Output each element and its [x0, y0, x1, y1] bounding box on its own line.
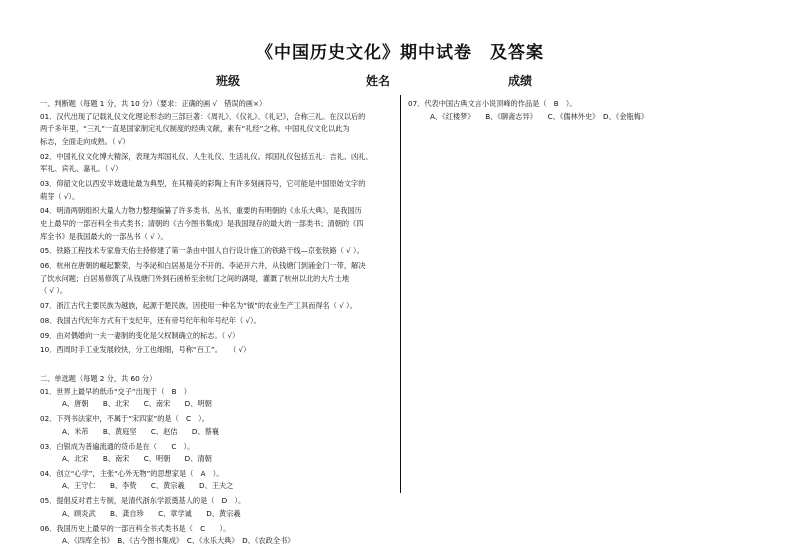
question-text: 07．代表中国古典文言小说顶峰的作品是（ B ）。 [408, 99, 577, 108]
tf-question [40, 330, 394, 343]
section2-heading: 二、单选题（每题 2 分，共 60 分） [40, 374, 157, 384]
question-text-line: 03．仰韶文化以西安半坡遗址最为典型，在其精美的彩陶上有许多刻画符号，它可能是中国原始文字的 [40, 178, 366, 188]
true-false-list [40, 111, 394, 357]
tf-question [40, 344, 394, 357]
question-text-line: 萌芽（ √）。 [40, 191, 80, 201]
mc-question [40, 468, 394, 493]
tf-question [40, 300, 394, 313]
question-text-line: 09．由对偶婚向一夫一妻制的变化是父权制确立的标志。（ √） [40, 330, 240, 340]
question-text-line: 06．杭州在唐朝的崛起繁荣，与李泌和白居易是分不开的。李泌开六井，从钱塘门到涌金门一带，解决 [40, 261, 366, 271]
section1-heading: 一、判断题（每题 1 分，共 10 分）（要求：正确的画 √ 错误的画×） [40, 99, 267, 108]
name-label: 姓名 [366, 74, 391, 88]
mc-question [40, 441, 394, 466]
question-text-line: 标志，全面走向成熟。（ √） [40, 136, 130, 146]
mc-question [408, 98, 768, 123]
tf-question [40, 205, 394, 243]
single-choice-list [40, 386, 394, 548]
question-text-line: 07．浙江古代主要民族为越族，起源于楚民族，因使用一种名为“钺”的农业生产工具而得名（ √ ）。 [40, 301, 357, 311]
question-text-line: 了饮水问题；白居易修筑了从钱塘门外到石函桥至余杭门之间的湖堤，灌溉了杭州以北的大片土地 [40, 273, 350, 283]
tf-question [40, 260, 394, 298]
question-text-line: 02．中国礼仪文化博大精深，表现为邦国礼仪、人生礼仪、生活礼仪。邦国礼仪包括五礼：吉礼、凶礼、 [40, 151, 373, 161]
tf-question [40, 245, 394, 258]
mc-question [40, 495, 394, 520]
answer-options: A、唐朝 B、北宋 C、南宋 D、明朝 [62, 399, 212, 409]
single-choice-list-continued [408, 98, 768, 123]
right-column [408, 98, 768, 125]
mc-question [40, 523, 394, 548]
answer-options: A、《四库全书》 B、《古今图书集成》 C、《永乐大典》 D、《农政全书》 [62, 536, 295, 546]
question-text-line: 军礼、宾礼、嘉礼。（ √） [40, 164, 123, 174]
mc-question [40, 413, 394, 438]
question-text: 04．创立“心学”，主张“心外无物”的思想家是（ A ）。 [40, 468, 224, 478]
column-divider [400, 95, 401, 493]
question-text: 03．白银成为普遍流通的货币是在（ C ）。 [40, 441, 195, 451]
tf-question [40, 315, 394, 328]
question-text-line: 05．铁路工程技术专家詹天佑主持修建了第一条由中国人自行设计施工的铁路干线—京张铁路（ √ ）。 [40, 246, 364, 256]
question-text-line: 史上最早的一部百科全书式类书；清朝的《古今图书集成》是我国现存的最大的一部类书；清朝的《四 [40, 218, 364, 228]
question-text-line: 08．我国古代纪年方式有干支纪年，还有帝号纪年和年号纪年（ √）。 [40, 315, 261, 325]
question-text: 01．世界上最早的纸币“交子”出现于（ B ） [40, 386, 191, 396]
mc-question [40, 386, 394, 411]
tf-question [40, 111, 394, 149]
question-text-line: 库全书》是我国最大的一部丛书（ √ ）。 [40, 231, 168, 241]
answer-options: A、《红楼梦》 B、《聊斋志异》 C、《儒林外史》 D、《金瓶梅》 [430, 111, 649, 121]
question-text: 02．下列书法家中，不属于“宋四家”的是（ C ）。 [40, 414, 209, 424]
score-label: 成绩 [508, 74, 533, 88]
question-text: 05．提倡反对君主专制，是清代浙东学派奠基人的是（ D ）。 [40, 496, 246, 506]
answer-options: A、米芾 B、黄庭坚 C、赵佶 D、蔡襄 [62, 426, 219, 436]
answer-options: A、王守仁 B、李贽 C、黄宗羲 D、王夫之 [62, 481, 234, 491]
exam-title: 《中国历史文化》期中试卷 及答案 [256, 43, 544, 63]
tf-question [40, 178, 394, 203]
left-column [40, 98, 394, 550]
question-text-line: 04．明清两朝组织大量人力物力整理编纂了许多类书、丛书，重要的有明朝的《永乐大典》，是我国历 [40, 206, 362, 216]
question-text-line: 两千多年里，“三礼”一直是国家制定礼仪制度的经典文献，素有“礼经”之称。中国礼仪文化以此为 [40, 124, 350, 134]
answer-options: A、顾炎武 B、龚自珍 C、章学诚 D、黄宗羲 [62, 508, 241, 518]
question-text-line: 10．西周时手工业发展较快，分工也细细，号称“百工”。 （ √） [40, 345, 251, 355]
answer-options: A、北宋 B、南宋 C、明朝 D、清朝 [62, 454, 212, 464]
tf-question [40, 151, 394, 176]
question-text-line: （ √ ）。 [40, 286, 68, 296]
class-label: 班级 [216, 74, 241, 88]
question-text-line: 01．汉代出现了记载礼仪文化理论形态的三部巨著：《周礼》、《仪礼》、《礼记》，合称三礼。在汉以后的 [40, 111, 366, 121]
question-text: 06．我国历史上最早的一部百科全书式类书是（ C ）。 [40, 523, 231, 533]
